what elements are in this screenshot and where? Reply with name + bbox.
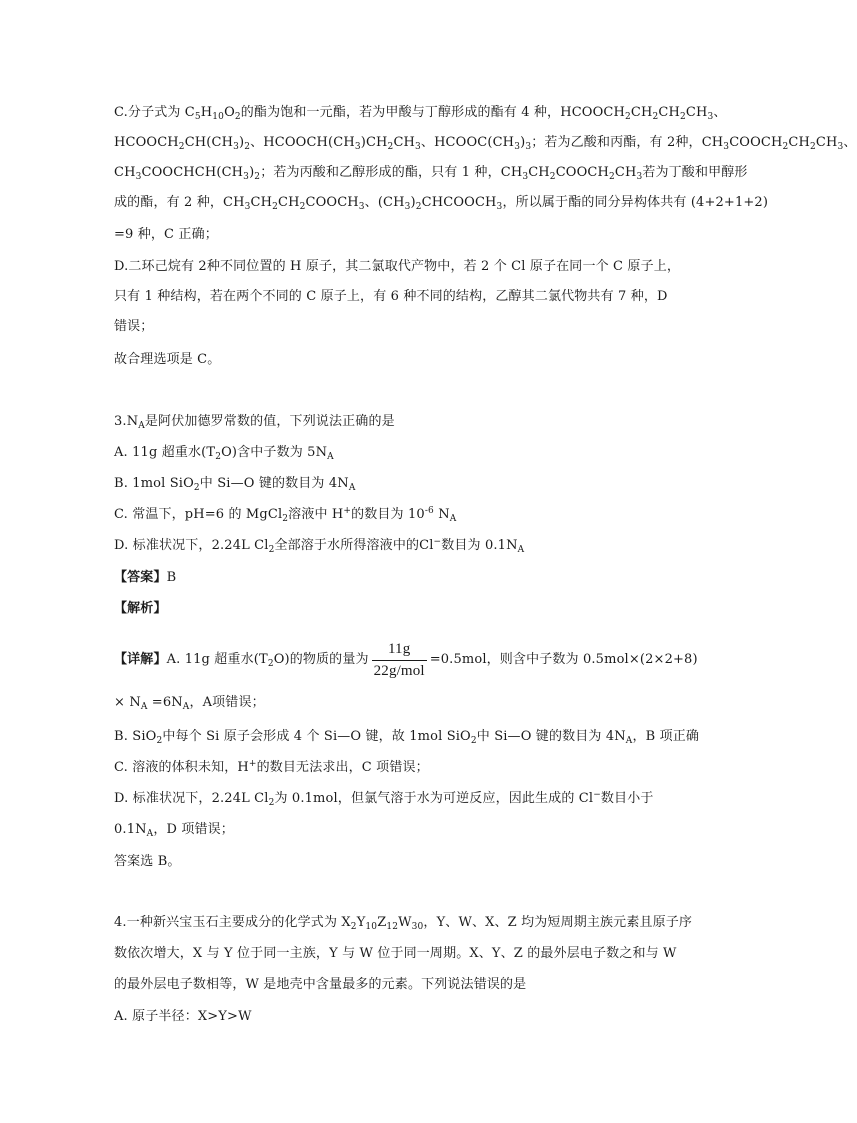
subscript: 2 bbox=[415, 202, 422, 212]
text-run: 只有 1 种结构，若在两个不同的 C 原子上，有 6 种不同的结构，乙醇其二氯代物共有 7 种，D bbox=[114, 289, 668, 304]
text-run: ) bbox=[249, 165, 255, 180]
text-run: ，B 项正确 bbox=[632, 729, 700, 744]
subscript: A bbox=[517, 545, 525, 555]
text-run: COOCH bbox=[555, 165, 609, 180]
subscript: 3 bbox=[354, 142, 361, 152]
subscript: 3 bbox=[514, 142, 521, 152]
subscript: 3 bbox=[723, 142, 730, 152]
detail-line bbox=[114, 852, 181, 872]
text-run: D. 标准状况下，2.24L Cl bbox=[114, 791, 269, 806]
text-run: 的最外层电子数相等，W 是地壳中含量最多的元素。下列说法错误的是 bbox=[114, 977, 527, 992]
text-run: CH bbox=[250, 195, 273, 210]
text-run: 数依次增大，X 与 Y 位于同一主族，Y 与 W 位于同一周期。X、Y、Z 的最外层电子数之和与 W bbox=[114, 946, 677, 961]
subscript: 2 bbox=[156, 736, 163, 746]
subscript: 3 bbox=[837, 142, 844, 152]
text-run: ，所以属于酯的同分异构体共有 (4+2+1+2) bbox=[502, 195, 769, 210]
text-line bbox=[114, 350, 220, 370]
superscript: − bbox=[593, 790, 601, 800]
text-run: 【解析】 bbox=[114, 601, 167, 616]
question-stem bbox=[114, 412, 395, 432]
text-run: ，A项错误； bbox=[189, 695, 265, 710]
text-line bbox=[114, 287, 668, 307]
subscript: 2 bbox=[679, 112, 686, 122]
text-run: A. 11g 超重水(T bbox=[114, 445, 216, 460]
subscript: 12 bbox=[386, 922, 399, 932]
text-run: 中 Si—O 键的数目为 4N bbox=[476, 729, 626, 744]
answer-line bbox=[114, 568, 176, 588]
text-line bbox=[114, 317, 153, 337]
text-run: COOCH bbox=[729, 135, 783, 150]
text-run: CH bbox=[815, 135, 838, 150]
text-run: ) bbox=[520, 135, 526, 150]
subscript: 2 bbox=[624, 112, 631, 122]
text-run: COOCHCH(CH bbox=[141, 165, 244, 180]
subscript: 30 bbox=[411, 922, 424, 932]
text-run: =0.5mol，则含中子数为 0.5mol×(2×2+8) bbox=[429, 652, 698, 667]
text-run: CH bbox=[788, 135, 810, 150]
text-run: 3.N bbox=[114, 414, 139, 429]
text-run: 、(CH bbox=[364, 195, 405, 210]
text-run: 的数目为 10 bbox=[351, 507, 425, 522]
subscript: A bbox=[140, 702, 148, 712]
detail-line bbox=[114, 693, 265, 713]
option-a bbox=[114, 1007, 252, 1027]
text-run: A. 11g 超重水(T bbox=[166, 652, 268, 667]
subscript: 5 bbox=[194, 112, 201, 122]
subscript: A bbox=[327, 452, 334, 462]
text-run: D.二环己烷有 2种不同位置的 H 原子，其二氯取代产物中，若 2 个 Cl 原子在同一个 C 原子上， bbox=[114, 259, 681, 274]
option-b bbox=[114, 474, 355, 494]
detail-line bbox=[114, 638, 698, 681]
subscript: 2 bbox=[268, 798, 275, 808]
text-run: 全部溶于水所得溶液中的Cl bbox=[274, 538, 434, 553]
text-run: ；若为丙酸和乙醇形成的酯，只有 1 种，CH bbox=[260, 165, 523, 180]
subscript: 3 bbox=[243, 172, 250, 182]
text-line bbox=[114, 163, 748, 183]
text-line bbox=[114, 225, 218, 245]
text-run: ) bbox=[410, 195, 416, 210]
subscript: 2 bbox=[549, 172, 556, 182]
subscript: 2 bbox=[299, 202, 306, 212]
text-run: B. 1mol SiO bbox=[114, 476, 194, 491]
superscript: − bbox=[433, 537, 442, 547]
text-run: 溶液中 H bbox=[288, 507, 344, 522]
subscript: 2 bbox=[193, 483, 200, 493]
text-run: C. 常温下，pH=6 的 MgCl bbox=[114, 507, 283, 522]
text-run: 成的酯，有 2 种，CH bbox=[114, 195, 245, 210]
text-run: ；若为乙酸和丙酯，有 2种，CH bbox=[531, 135, 724, 150]
text-run: O)含中子数为 5N bbox=[221, 445, 328, 460]
text-run: 、HCOOC(CH bbox=[420, 135, 515, 150]
text-run: 中 Si—O 键的数目为 4N bbox=[199, 476, 349, 491]
text-run: 、HCOOCH(CH bbox=[250, 135, 355, 150]
text-run: 0.1N bbox=[114, 822, 147, 837]
text-run: Z bbox=[377, 915, 387, 930]
text-run: 4.一种新兴宝玉石主要成分的化学式为 X bbox=[114, 915, 351, 930]
subscript: 3 bbox=[415, 142, 421, 152]
text-run: ，D 项错误； bbox=[153, 822, 234, 837]
subscript: 3 bbox=[358, 202, 365, 212]
subscript: 2 bbox=[244, 142, 251, 152]
text-run: COOCH bbox=[305, 195, 359, 210]
text-run: 【答案】 bbox=[114, 570, 167, 585]
text-line bbox=[114, 257, 680, 277]
detail-line bbox=[114, 789, 654, 809]
text-run: 为 0.1mol，但氯气溶于水为可逆反应，因此生成的 Cl bbox=[274, 791, 594, 806]
subscript: 3 bbox=[707, 112, 714, 122]
subscript: 2 bbox=[268, 545, 275, 555]
detail-line bbox=[114, 758, 429, 778]
subscript: 2 bbox=[608, 172, 615, 182]
subscript: 2 bbox=[652, 112, 659, 122]
subscript: 2 bbox=[234, 112, 241, 122]
subscript: 3 bbox=[244, 202, 251, 212]
subscript: 2 bbox=[350, 922, 357, 932]
text-run: CH bbox=[685, 105, 708, 120]
text-run: HCOOCH bbox=[114, 135, 179, 150]
subscript: 2 bbox=[272, 202, 278, 212]
subscript: A bbox=[449, 514, 457, 524]
subscript: 3 bbox=[404, 202, 411, 212]
text-run: 、 bbox=[713, 105, 727, 120]
subscript: 3 bbox=[636, 172, 643, 182]
text-run: 【详解】 bbox=[114, 652, 167, 667]
text-run: 答案选 B。 bbox=[114, 854, 181, 869]
subscript: 2 bbox=[267, 659, 274, 669]
text-run: 中每个 Si 原子会形成 4 个 Si—O 键，故 1mol SiO bbox=[162, 729, 471, 744]
text-run: CH bbox=[528, 165, 550, 180]
text-run: 数目小于 bbox=[600, 791, 654, 806]
text-run: =9 种，C 正确； bbox=[114, 227, 218, 242]
subscript: A bbox=[138, 421, 145, 431]
subscript: 10 bbox=[212, 112, 225, 122]
text-run: 的酯为饱和一元酯，若为甲酸与丁醇形成的酯有 4 种，HCOOCH bbox=[240, 105, 625, 120]
subscript: 2 bbox=[254, 172, 261, 182]
text-run: 的数目无法求出，C 项错误； bbox=[256, 760, 429, 775]
text-run: C. 溶液的体积未知，H bbox=[114, 760, 249, 775]
text-run: O)的物质的量为 bbox=[273, 652, 369, 667]
text-line bbox=[114, 103, 726, 123]
text-line bbox=[114, 193, 768, 213]
text-run: 数目为 0.1N bbox=[441, 538, 518, 553]
text-run: ，Y、W、X、Z 均为短周期主族元素且原子序 bbox=[423, 915, 693, 930]
analysis-heading bbox=[114, 599, 167, 619]
subscript: A bbox=[146, 829, 154, 839]
text-run: CH bbox=[114, 165, 136, 180]
option-a bbox=[114, 443, 334, 463]
text-run: 故合理选项是 C。 bbox=[114, 352, 221, 367]
text-run: Y bbox=[356, 915, 366, 930]
subscript: 2 bbox=[387, 142, 394, 152]
text-run: CHCOOCH bbox=[421, 195, 497, 210]
text-run: B bbox=[166, 570, 177, 585]
question-stem bbox=[114, 975, 526, 995]
text-run: 若为丁酸和甲醇形 bbox=[642, 165, 748, 180]
text-run: A. 原子半径：X>Y>W bbox=[114, 1009, 252, 1024]
text-line bbox=[114, 133, 857, 153]
text-run: CH bbox=[393, 135, 416, 150]
question-stem bbox=[114, 944, 677, 964]
detail-line bbox=[114, 820, 234, 840]
text-run: CH bbox=[630, 105, 653, 120]
subscript: 2 bbox=[178, 142, 185, 152]
fraction-denominator: 22g/mol bbox=[373, 663, 425, 679]
detail-line bbox=[114, 727, 699, 747]
subscript: 2 bbox=[470, 736, 477, 746]
subscript: 10 bbox=[365, 922, 378, 932]
text-run: C.分子式为 C bbox=[114, 105, 195, 120]
subscript: 2 bbox=[282, 514, 289, 524]
text-run: B. SiO bbox=[114, 729, 157, 744]
subscript: 3 bbox=[135, 172, 142, 182]
subscript: 3 bbox=[233, 142, 239, 152]
text-run: O bbox=[224, 105, 235, 120]
subscript: 3 bbox=[496, 202, 503, 212]
text-run: × N bbox=[114, 695, 141, 710]
text-run: CH(CH bbox=[184, 135, 234, 150]
text-run: W bbox=[398, 915, 412, 930]
text-run: CH bbox=[614, 165, 637, 180]
text-run: H bbox=[200, 105, 213, 120]
subscript: A bbox=[348, 483, 356, 493]
text-run: )CH bbox=[360, 135, 388, 150]
text-run: 、 bbox=[843, 135, 857, 150]
text-run: CH bbox=[278, 195, 300, 210]
text-run: N bbox=[433, 507, 450, 522]
text-run: CH bbox=[658, 105, 680, 120]
superscript: + bbox=[343, 506, 352, 516]
question-stem bbox=[114, 913, 692, 933]
text-run: D. 标准状况下，2.24L Cl bbox=[114, 538, 269, 553]
option-d bbox=[114, 536, 524, 556]
subscript: 2 bbox=[215, 452, 222, 462]
text-run: =6N bbox=[147, 695, 183, 710]
subscript: 3 bbox=[525, 142, 532, 152]
text-run: ) bbox=[238, 135, 245, 150]
text-run: 错误； bbox=[114, 319, 154, 334]
fraction bbox=[372, 638, 427, 681]
subscript: 2 bbox=[809, 142, 816, 152]
subscript: 2 bbox=[782, 142, 789, 152]
text-run: 是阿伏加德罗常数的值，下列说法正确的是 bbox=[144, 414, 395, 429]
option-c bbox=[114, 505, 456, 525]
fraction-numerator: 11g bbox=[372, 638, 427, 661]
superscript: -6 bbox=[424, 506, 434, 516]
subscript: 3 bbox=[522, 172, 529, 182]
subscript: A bbox=[625, 736, 633, 746]
superscript: + bbox=[248, 759, 257, 769]
subscript: A bbox=[182, 702, 190, 712]
